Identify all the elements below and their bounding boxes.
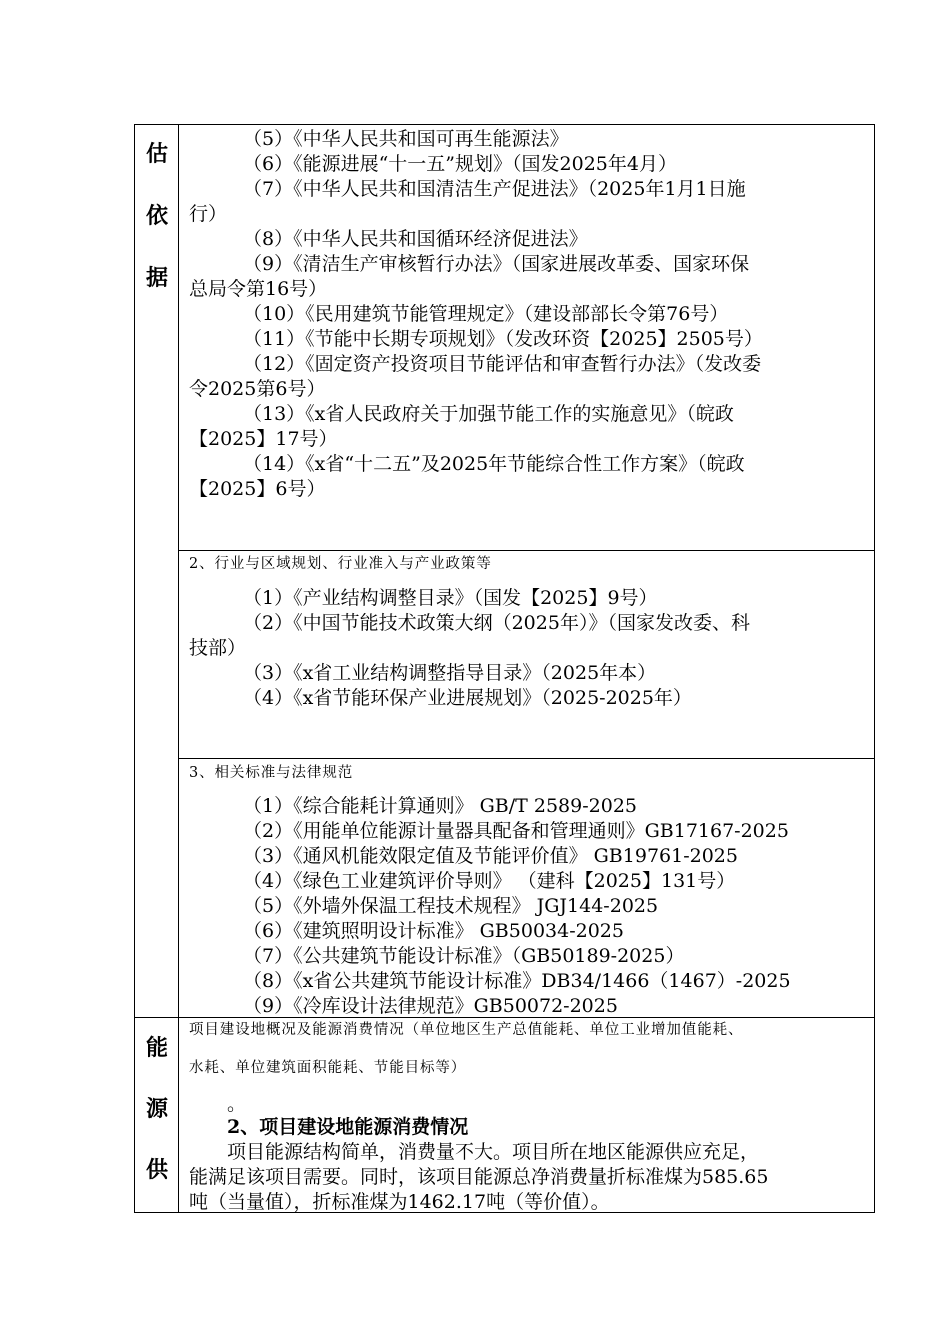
left-label-char: 源	[145, 1096, 168, 1122]
left-label-char: 依	[145, 203, 168, 229]
left-label-char: 供	[145, 1157, 168, 1183]
legal-basis-item: （13）《x省人民政府关于加强节能工作的实施意见》（皖政	[243, 403, 734, 425]
paragraph-line: 能满足该项目需要。同时，该项目能源总净消费量折标准煤为585.65	[189, 1166, 769, 1188]
standard-item: （8）《x省公共建筑节能设计标准》DB34/1466（1467）-2025	[243, 970, 791, 992]
document-table	[134, 124, 875, 1213]
legal-basis-item: （5）《中华人民共和国可再生能源法》	[243, 128, 569, 150]
policy-item: （1）《产业结构调整目录》（国发【2025】9号）	[243, 587, 658, 609]
standard-item: （6）《建筑照明设计标准》 GB50034-2025	[243, 920, 624, 942]
standard-item: （1）《综合能耗计算通则》 GB/T 2589-2025	[243, 795, 638, 817]
legal-basis-item: （11）《节能中长期专项规划》（发改环资【2025】2505号）	[243, 328, 763, 350]
legal-basis-item: （14）《x省“十二五”及2025年节能综合性工作方案》（皖政	[243, 453, 745, 475]
standard-item: （9）《冷库设计法律规范》GB50072-2025	[243, 995, 618, 1017]
section-header: 项目建设地概况及能源消费情况（单位地区生产总值能耗、单位工业增加值能耗、	[189, 1022, 744, 1038]
legal-basis-item: （9）《清洁生产审核暂行办法》（国家进展改革委、国家环保	[243, 253, 750, 275]
legal-basis-item: （12）《固定资产投资项目节能评估和审查暂行办法》（发改委	[243, 353, 762, 375]
legal-basis-item: 总局令第16号）	[189, 278, 328, 300]
policy-item: 技部）	[189, 637, 247, 659]
section-header: 3、相关标准与法律规范	[189, 765, 354, 781]
legal-basis-item: 【2025】6号）	[189, 478, 326, 500]
legal-basis-item: 【2025】17号）	[189, 428, 338, 450]
legal-basis-item: 令2025第6号）	[189, 378, 326, 400]
policy-item: （4）《x省节能环保产业进展规划》（2025-2025年）	[243, 687, 692, 709]
row-divider	[179, 758, 874, 759]
legal-basis-item: （8）《中华人民共和国循环经济促进法》	[243, 228, 588, 250]
standard-item: （3）《通风机能效限定值及节能评价值》 GB19761-2025	[243, 845, 738, 867]
standard-item: （7）《公共建筑节能设计标准》（GB50189-2025）	[243, 945, 685, 967]
section-header: 水耗、单位建筑面积能耗、节能目标等）	[189, 1060, 467, 1076]
left-label-char: 能	[145, 1035, 168, 1061]
subsection-title: 2、项目建设地能源消费情况	[227, 1116, 469, 1138]
legal-basis-item: 行）	[189, 203, 228, 225]
left-label-column	[135, 125, 179, 1212]
legal-basis-item: （6）《能源进展“十一五”规划》（国发2025年4月）	[243, 153, 677, 175]
standard-item: （4）《绿色工业建筑评价导则》 （建科【2025】131号）	[243, 870, 736, 892]
left-label-char: 估	[145, 141, 168, 167]
paragraph-line: 吨（当量值），折标准煤为1462.17吨（等价值）。	[189, 1191, 610, 1213]
row-divider	[179, 550, 874, 551]
left-label-char: 据	[145, 265, 168, 291]
dot-mark: 。	[227, 1093, 247, 1115]
section-header: 2、行业与区域规划、行业准入与产业政策等	[189, 556, 492, 572]
policy-item: （3）《x省工业结构调整指导目录》（2025年本）	[243, 662, 657, 684]
legal-basis-item: （10）《民用建筑节能管理规定》（建设部部长令第76号）	[243, 303, 729, 325]
legal-basis-item: （7）《中华人民共和国清洁生产促进法》（2025年1月1日施	[243, 178, 746, 200]
standard-item: （5）《外墙外保温工程技术规程》 JGJ144-2025	[243, 895, 659, 917]
paragraph-line: 项目能源结构简单，消费量不大。项目所在地区能源供应充足，	[227, 1141, 760, 1163]
standard-item: （2）《用能单位能源计量器具配备和管理通则》GB17167-2025	[243, 820, 789, 842]
section-divider	[135, 1017, 874, 1018]
policy-item: （2）《中国节能技术政策大纲（2025年）》（国家发改委、科	[243, 612, 750, 634]
